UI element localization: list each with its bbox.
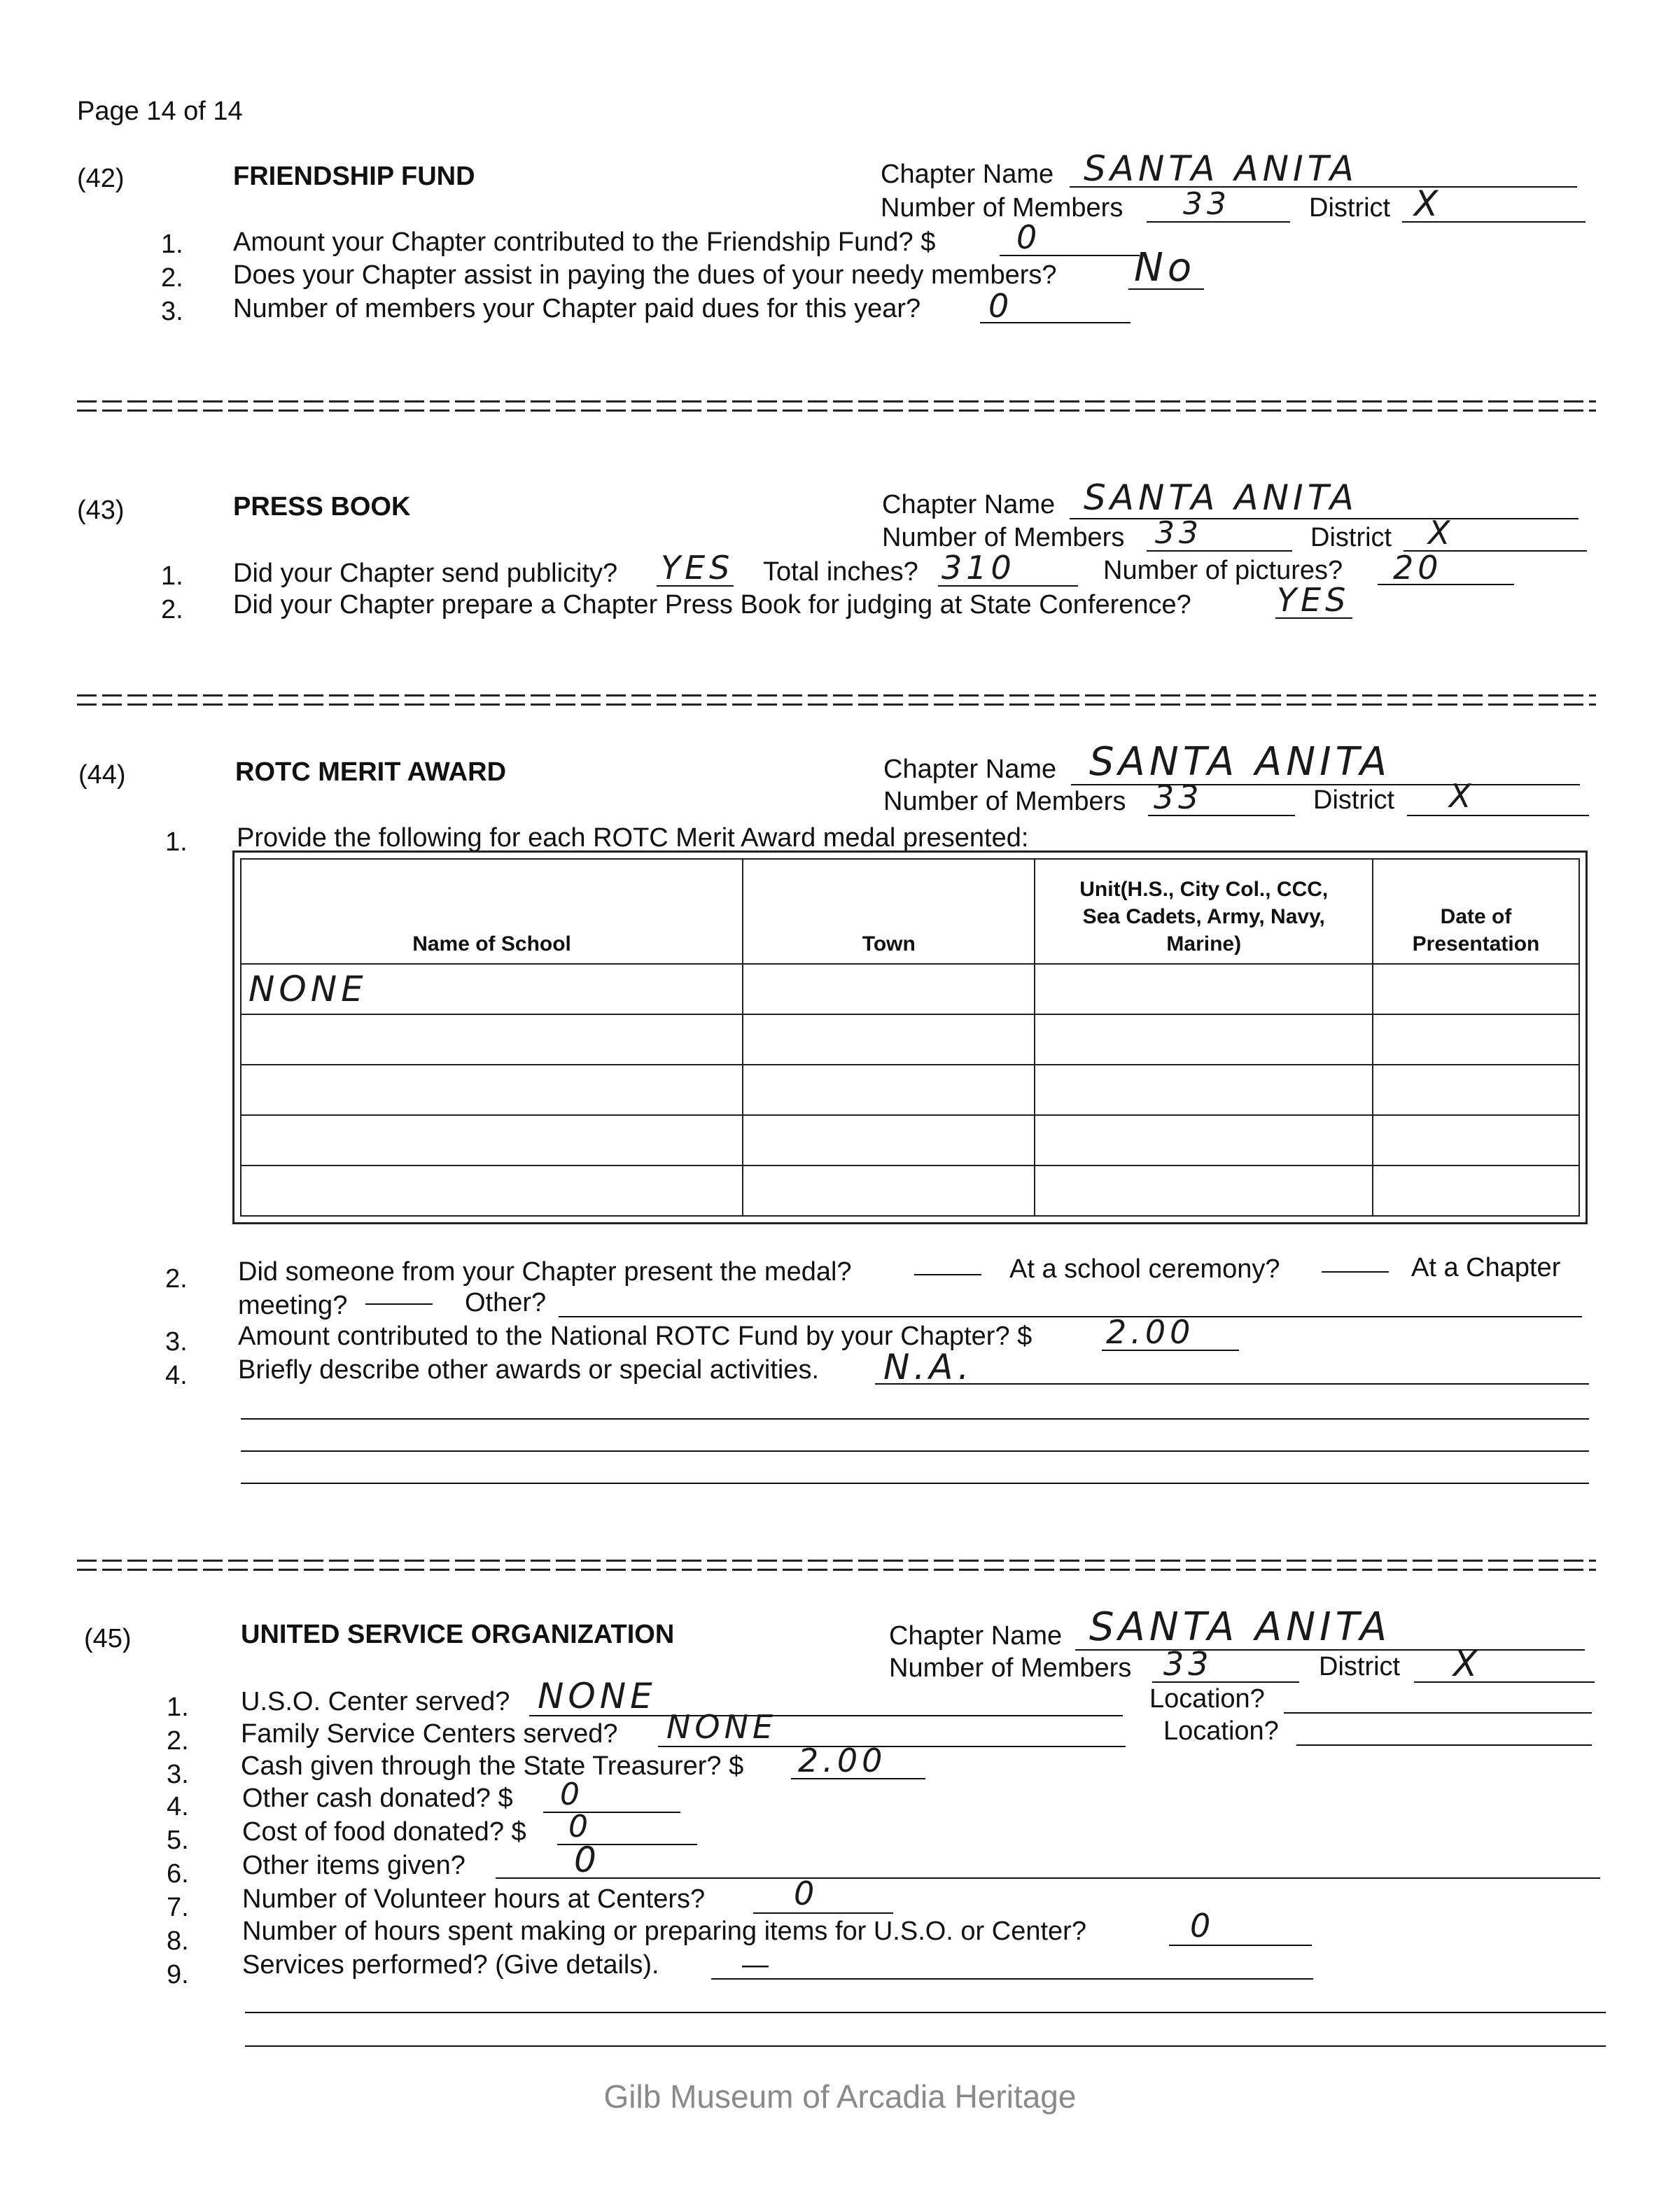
meeting-label: meeting? [238,1291,348,1320]
section-separator [77,1560,1596,1571]
members-value[interactable]: 33 [1163,1645,1213,1683]
answer-value[interactable]: 0 [1016,218,1042,256]
district-label: District [1309,193,1391,223]
inches-value[interactable]: 310 [941,549,1016,587]
question-number: 4. [165,1361,188,1390]
table-cell[interactable] [743,1014,1035,1065]
question-text: Briefly describe other awards or special activities. [238,1355,820,1385]
ceremony-label: At a school ceremony? [1009,1254,1280,1284]
question-text: Family Service Centers served? [241,1719,618,1749]
district-value[interactable]: X [1428,514,1455,552]
table-cell[interactable] [743,1115,1035,1166]
district-value[interactable]: X [1449,777,1476,815]
table-cell[interactable] [743,1065,1035,1115]
question-number: 1. [167,1693,189,1722]
members-value[interactable]: 33 [1155,515,1203,551]
question-number: 6. [167,1859,189,1889]
section-separator [77,694,1596,706]
question-number: 9. [167,1960,189,1989]
members-label: Number of Members [882,523,1125,552]
table-cell[interactable] [1373,1115,1579,1166]
answer-value[interactable]: YES [661,549,734,587]
section-title: ROTC MERIT AWARD [235,757,507,787]
table-row [241,1166,1579,1216]
section-title: FRIENDSHIP FUND [233,162,475,191]
question-text: Provide the following for each ROTC Merit Award medal presented: [237,823,1029,853]
answer-value[interactable]: 0 [568,1809,592,1844]
table-cell[interactable] [743,964,1035,1014]
section-separator [77,400,1596,412]
question-number: 3. [165,1327,188,1357]
district-label: District [1319,1652,1401,1681]
page-number: Page 14 of 14 [77,97,243,126]
question-text: U.S.O. Center served? [241,1687,510,1716]
question-text: Amount your Chapter contributed to the Friendship Fund? $ [233,227,936,257]
chapter-name-value[interactable]: SANTA ANITA [1089,739,1392,785]
question-text: Did someone from your Chapter present the medal? [238,1257,852,1287]
answer-value[interactable]: 2.00 [798,1742,887,1779]
chapter-meeting-label: At a Chapter [1411,1253,1561,1282]
table-row [241,964,1579,1014]
question-number: 4. [167,1792,189,1821]
table-cell[interactable] [241,964,743,1014]
members-label: Number of Members [881,193,1124,223]
location-label: Location? [1163,1716,1279,1746]
table-cell[interactable] [241,1065,743,1115]
table-cell[interactable] [1035,1166,1373,1216]
district-value[interactable]: X [1414,183,1443,224]
answer-value[interactable]: NONE [538,1676,657,1716]
table-cell[interactable] [743,1166,1035,1216]
table-row [241,1014,1579,1065]
question-text: Services performed? (Give details). [242,1950,659,1980]
school-entry: NONE [248,969,368,1009]
table-cell[interactable] [1035,964,1373,1014]
question-number: 7. [167,1893,189,1922]
question-text: Amount contributed to the National ROTC Fund by your Chapter? $ [238,1322,1032,1351]
table-cell[interactable] [241,1014,743,1065]
question-text: Number of hours spent making or preparing items for U.S.O. or Center? [242,1917,1086,1946]
section-number: (43) [77,496,125,525]
answer-value[interactable]: N.A. [883,1347,974,1387]
table-row [241,1115,1579,1166]
question-text: Other cash donated? $ [242,1784,513,1813]
chapter-name-value[interactable]: SANTA ANITA [1084,148,1358,189]
pictures-label: Number of pictures? [1103,556,1343,585]
location-label: Location? [1149,1684,1265,1714]
section-title: PRESS BOOK [233,492,411,522]
members-label: Number of Members [889,1653,1132,1683]
table-cell[interactable] [1373,964,1579,1014]
other-label: Other? [465,1288,547,1317]
district-label: District [1313,785,1395,815]
answer-value[interactable]: 0 [574,1840,601,1880]
question-text: Does your Chapter assist in paying the dues of your needy members? [233,260,1057,290]
question-text: Did your Chapter send publicity? [233,559,618,588]
table-cell[interactable] [1035,1115,1373,1166]
question-text: Other items given? [242,1851,465,1880]
watermark-footer: Gilb Museum of Arcadia Heritage [603,2078,1077,2115]
question-text: Did your Chapter prepare a Chapter Press Book for judging at State Conference? [233,590,1191,620]
answer-value[interactable]: 0 [1190,1907,1215,1945]
table-row [241,1065,1579,1115]
col-header-unit: Unit(H.S., City Col., CCC, Sea Cadets, Army, Navy, Marine) [1035,859,1373,964]
question-number: 1. [161,230,183,259]
answer-value[interactable]: — [742,1950,769,1980]
section-number: (44) [78,760,126,790]
members-value[interactable]: 33 [1183,186,1231,222]
section-number: (42) [77,164,125,193]
question-text: Number of Volunteer hours at Centers? [242,1884,706,1914]
answer-value[interactable]: 2.00 [1106,1313,1195,1351]
inches-label: Total inches? [763,557,918,587]
section-number: (45) [84,1624,132,1653]
question-number: 1. [161,561,183,591]
table-cell[interactable] [1373,1065,1579,1115]
table-cell[interactable] [1035,1014,1373,1065]
chapter-name-label: Chapter Name [889,1621,1063,1651]
answer-value[interactable]: No [1134,245,1196,290]
answer-value[interactable]: 0 [560,1777,584,1812]
question-number: 2. [161,263,183,293]
members-value[interactable]: 33 [1154,778,1203,816]
question-number: 8. [167,1926,189,1956]
question-number: 2. [165,1264,188,1294]
pictures-value[interactable]: 20 [1393,549,1443,587]
question-text: Number of members your Chapter paid dues for this year? [233,294,921,323]
table-cell[interactable] [241,1166,743,1216]
col-header-town: Town [743,859,1035,964]
question-number: 3. [161,297,183,326]
question-text: Cash given through the State Treasurer? $ [241,1751,744,1781]
table-cell[interactable] [1035,1065,1373,1115]
col-header-date: Date of Presentation [1373,859,1579,964]
chapter-name-label: Chapter Name [883,755,1057,784]
section-title: UNITED SERVICE ORGANIZATION [241,1620,675,1649]
answer-value[interactable]: 0 [988,287,1014,325]
chapter-name-value[interactable]: SANTA ANITA [1084,477,1358,518]
table-cell[interactable] [241,1115,743,1166]
chapter-name-label: Chapter Name [881,160,1054,189]
district-label: District [1310,523,1392,552]
question-number: 2. [161,595,183,624]
table-header-row [241,859,1579,964]
members-label: Number of Members [883,787,1126,816]
answer-value[interactable]: 0 [794,1875,819,1912]
question-number: 3. [167,1760,189,1789]
question-text: Cost of food donated? $ [242,1817,526,1847]
rotc-award-table [240,858,1580,1217]
question-number: 2. [167,1726,189,1756]
answer-value[interactable]: NONE [666,1708,778,1746]
table-cell[interactable] [1373,1014,1579,1065]
chapter-name-label: Chapter Name [882,490,1056,519]
answer-value[interactable]: YES [1277,581,1350,619]
table-cell[interactable] [1373,1166,1579,1216]
district-value[interactable]: X [1453,1644,1482,1684]
col-header-school: Name of School [241,859,743,964]
question-number: 1. [165,827,188,857]
chapter-name-value[interactable]: SANTA ANITA [1089,1604,1392,1650]
question-number: 5. [167,1826,189,1855]
